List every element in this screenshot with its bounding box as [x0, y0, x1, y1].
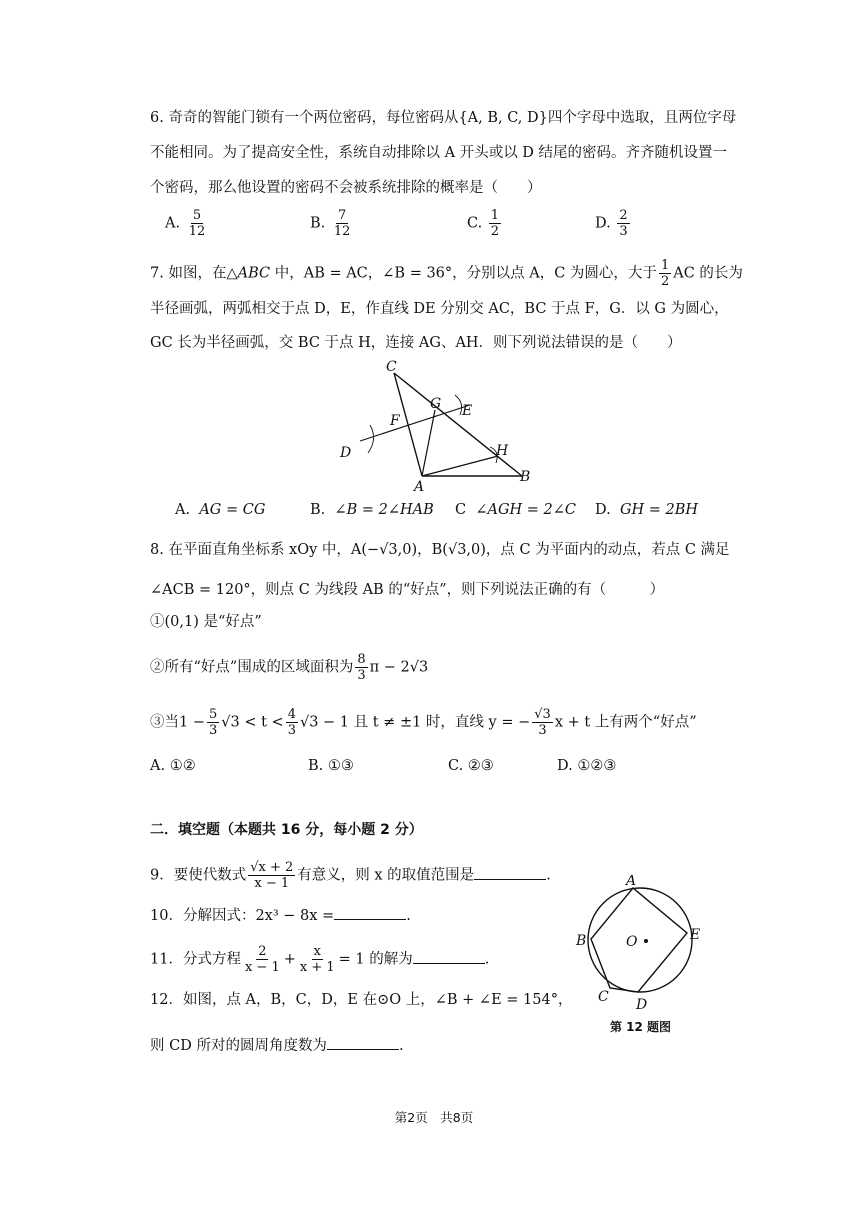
q7-label-h: H [496, 443, 509, 459]
q7-line2: 半径画弧，两弧相交于点 D，E，作直线 DE 分别交 AC，BC 于点 F，G．以 G 为圆心， [150, 301, 729, 317]
q7-label-c: C [386, 359, 397, 375]
q10: 10．分解因式：2x³ − 8x = . [150, 905, 411, 926]
q7-option-d: D. GH = 2BH [595, 502, 699, 518]
q6-line2: 不能相同。为了提高安全性，系统自动排除以 A 开头或以 D 结尾的密码。齐齐随机设置一 [150, 145, 728, 161]
q11: 11．分式方程 $\frac{2}{x - 1}$ + $\frac{x}{x + 1}$ = 1 的解为 . [150, 944, 490, 975]
q12-label-d: D [636, 997, 648, 1013]
q6-line3: 个密码，那么他设置的密码不会被系统排除的概率是（ ） [150, 180, 542, 196]
q7-line1: 7. 如图，在△ABC 中，AB = AC，∠B = 36°，分别以点 A，C 为圆心，大于 $\frac{1}{2}$ AC 的长为 [150, 258, 743, 289]
q7-label-f: F [390, 413, 400, 429]
q7-label-a: A [414, 479, 425, 495]
q7-label-b: B [520, 469, 531, 485]
q12-figure-caption: 第 12 题图 [610, 1020, 672, 1034]
q7-label-g: G [430, 396, 442, 412]
q6-option-d: D. $\frac{2}{3}$ [595, 208, 628, 239]
q12-label-b: B [576, 933, 587, 949]
q6-option-a: A. $\frac{5}{12}$ [165, 208, 206, 239]
q6-option-c: C. $\frac{1}{2}$ [467, 208, 500, 239]
q8-statement-2: ②所有“好点”围成的区域面积为 $\frac{8}{3}$ π − 2√3 [150, 652, 429, 683]
q12-label-c: C [598, 989, 609, 1005]
q8-option-d: D. ①②③ [557, 758, 617, 774]
q12-line2: 则 CD 所对的圆周角度数为 . [150, 1035, 404, 1056]
q11-answer-blank[interactable] [413, 949, 485, 964]
q12-line1: 12．如图，点 A，B，C，D，E 在⊙O 上，∠B + ∠E = 154°， [150, 992, 573, 1008]
q8-statement-1: ①(0,1) 是“好点” [150, 614, 262, 630]
q8-statement-3: ③当1 − $\frac{5}{3}$ √3 < t < $\frac{4}{3}$ √3 − 1 且 t ≠ ±1 时，直线 y = − $\frac{√3}{3}$ x + t 上有两个“好点” [150, 707, 697, 738]
section-2-title: 二．填空题（本题共 16 分，每小题 2 分） [150, 822, 423, 838]
page-footer: 第2页 共8页 [394, 1110, 474, 1125]
q12-answer-blank[interactable] [327, 1035, 399, 1050]
q7-option-a: A. AG = CG [175, 502, 266, 518]
q6-option-b: B. $\frac{7}{12}$ [310, 208, 351, 239]
q7-label-d: D [340, 445, 352, 461]
q8-line2: ∠ACB = 120°，则点 C 为线段 AB 的“好点”，则下列说法正确的有（ ） [150, 582, 665, 598]
q8-option-b: B. ①③ [308, 758, 354, 774]
q7-label-e: E [462, 403, 473, 419]
q8-option-a: A. ①② [150, 758, 196, 774]
q12-label-e: E [690, 927, 701, 943]
q7-option-b: B. ∠B = 2∠HAB [310, 502, 434, 518]
q9: 9．要使代数式 $\frac{√x + 2}{x - 1}$ 有意义，则 x 的取值范围是 . [150, 860, 551, 891]
q12-label-a: A [626, 875, 637, 889]
q8-option-c: C. ②③ [448, 758, 494, 774]
q12-label-o: O [626, 934, 638, 950]
q7-figure [330, 355, 550, 495]
q10-answer-blank[interactable] [334, 905, 406, 920]
q7-option-c: C ∠AGH = 2∠C [455, 502, 577, 518]
q9-answer-blank[interactable] [474, 865, 546, 880]
q8-line1: 8. 在平面直角坐标系 xOy 中，A(−√3,0)，B(√3,0)，点 C 为平面内的动点，若点 C 满足 [150, 542, 730, 558]
q6-line1: 6. 奇奇的智能门锁有一个两位密码，每位密码从{A, B, C, D}四个字母中选取，且两位字母 [150, 110, 737, 126]
q7-line3: GC 长为半径画弧，交 BC 于点 H，连接 AG、AH．则下列说法错误的是（ ） [150, 335, 682, 351]
q12-figure [570, 875, 710, 1015]
